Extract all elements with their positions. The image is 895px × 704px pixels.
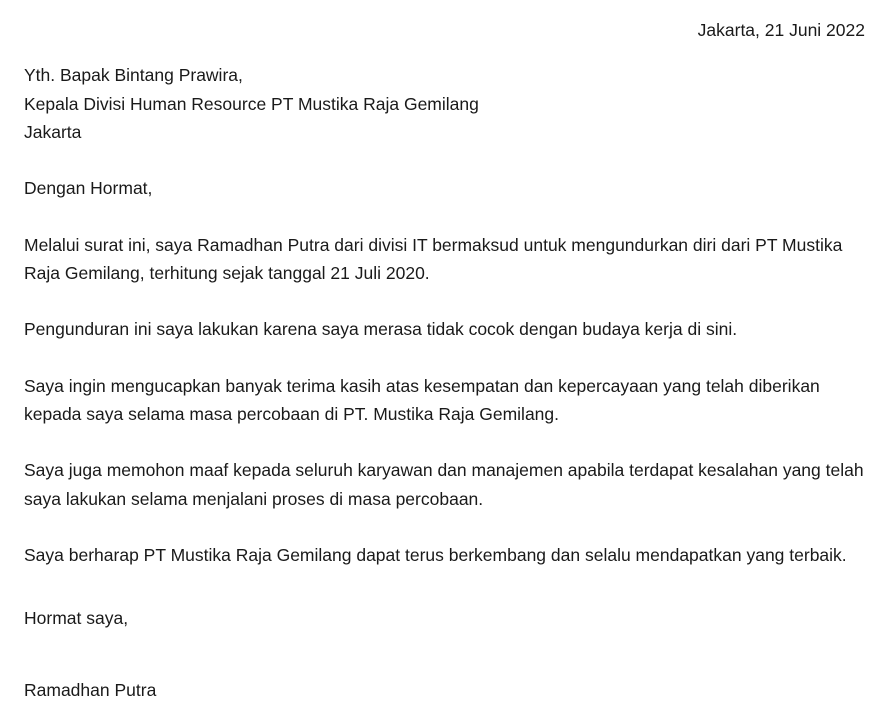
closing: Hormat saya,: [24, 607, 129, 628]
salutation: Dengan Hormat,: [24, 178, 153, 199]
body-paragraph-2: Pengunduran ini saya lakukan karena saya merasa tidak cocok dengan budaya kerja di sini.: [24, 319, 738, 340]
date-line: Jakarta, 21 Juni 2022: [697, 20, 865, 40]
body-paragraph-5: Saya berharap PT Mustika Raja Gemilang dapat terus berkembang dan selalu mendapatkan yang terbaik.: [24, 545, 847, 566]
addressee-line-3: Jakarta: [24, 122, 82, 143]
body-paragraph-3: Saya ingin mengucapkan banyak terima kasih atas kesempatan dan kepercayaan yang telah diberikan kepada saya selama masa percobaan di PT. Mustika Raja Gemilang.: [24, 375, 820, 425]
signature-name: Ramadhan Putra: [24, 679, 157, 700]
addressee-line-1: Yth. Bapak Bintang Prawira,: [24, 65, 243, 86]
body-paragraph-4: Saya juga memohon maaf kepada seluruh karyawan dan manajemen apabila terdapat kesalahan yang telah saya lakukan selama menjalani proses di masa percobaan.: [24, 460, 864, 509]
addressee-line-2: Kepala Divisi Human Resource PT Mustika Raja Gemilang: [24, 93, 479, 114]
addressee-block: [24, 61, 867, 146]
body-paragraph-1: Melalui surat ini, saya Ramadhan Putra dari divisi IT bermaksud untuk mengundurkan diri dari PT Mustika Raja Gemilang, terhitung sejak tanggal 21 Juli 2020.: [24, 234, 843, 284]
